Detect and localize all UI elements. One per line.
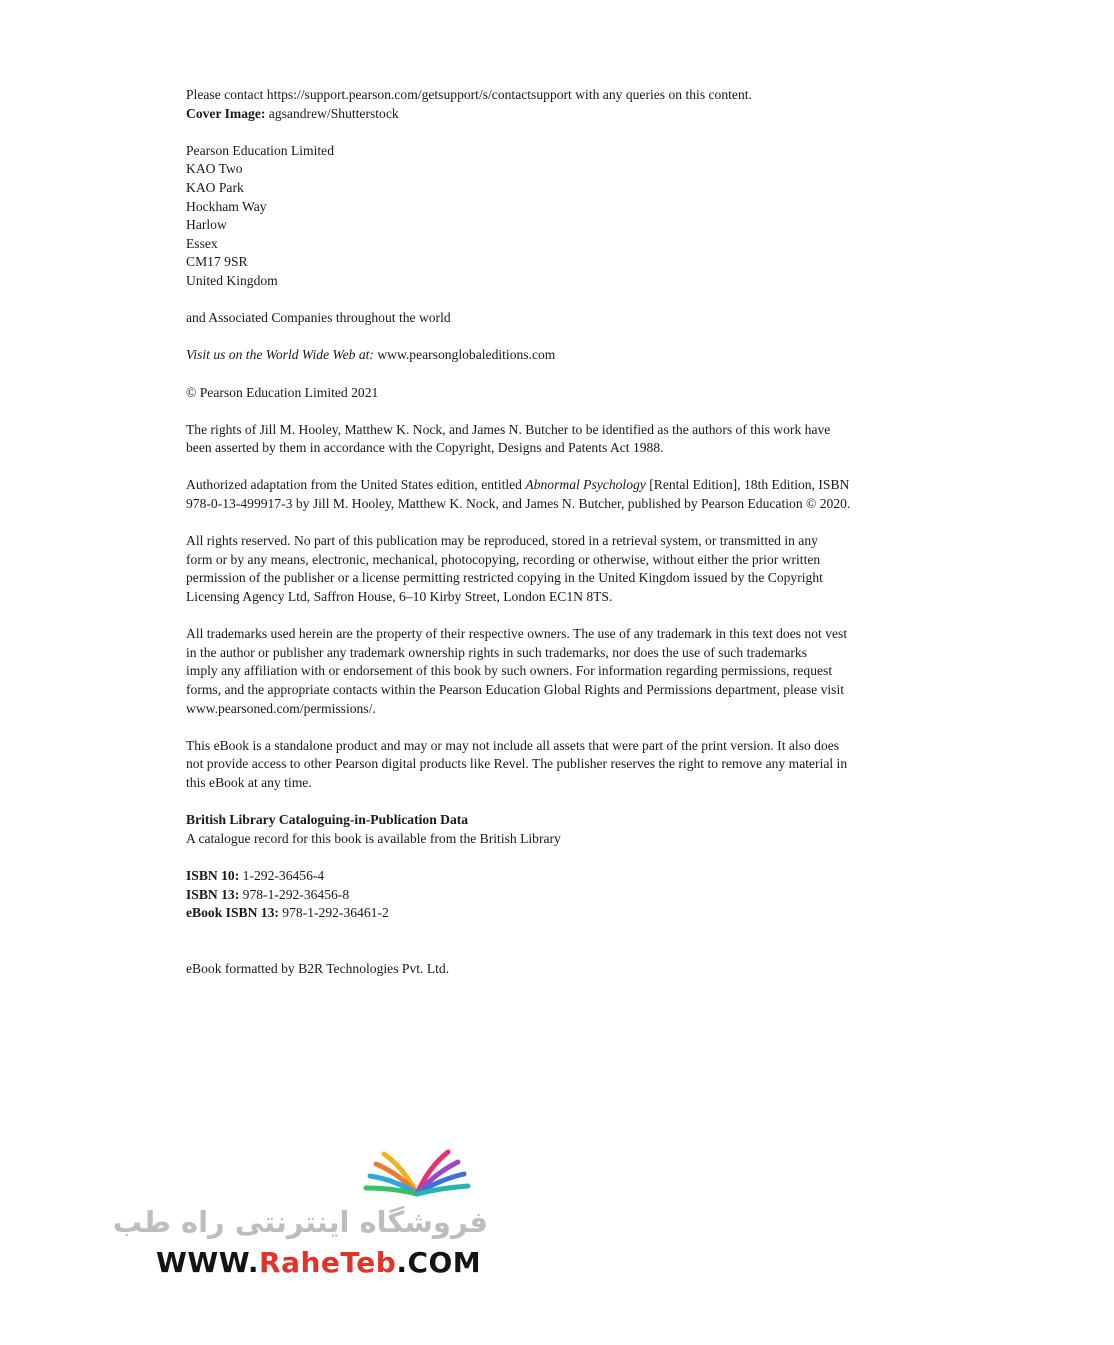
rights-line: been asserted by them in accordance with the Copyright, Designs and Patents Act 1988. bbox=[186, 440, 664, 456]
web-url[interactable]: www.pearsonglobaleditions.com bbox=[373, 347, 556, 363]
paragraph-line: form or by any means, electronic, mechanical, photocopying, recording or otherwise, without either the prior written bbox=[186, 551, 821, 567]
cover-image-value: agsandrew/Shutterstock bbox=[265, 105, 399, 121]
address-line: Harlow bbox=[186, 217, 227, 233]
open-book-rainbow-icon bbox=[362, 1148, 472, 1198]
trademarks-paragraph bbox=[186, 625, 946, 718]
watermark-url bbox=[156, 1246, 481, 1279]
paragraph-line: forms, and the appropriate contacts within the Pearson Education Global Rights and Permissions department, please visit bbox=[186, 682, 845, 697]
copyright-line: © Pearson Education Limited 2021 bbox=[186, 384, 379, 400]
isbn-value: 978-1-292-36456-8 bbox=[239, 886, 350, 902]
ebook-notice-paragraph bbox=[186, 737, 946, 793]
rights-line: The rights of Jill M. Hooley, Matthew K. Nock, and James N. Butcher to be identified as the authors of this work have bbox=[186, 421, 831, 437]
copyright-page bbox=[186, 86, 946, 979]
isbn-value: 1-292-36456-4 bbox=[239, 867, 325, 883]
watermark-persian-text: فروشگاه اینترنتی راه طب bbox=[112, 1205, 488, 1239]
cip-text: A catalogue record for this book is available from the British Library bbox=[186, 830, 561, 846]
publisher-address bbox=[186, 142, 946, 291]
isbn-line bbox=[186, 904, 946, 923]
address-line: United Kingdom bbox=[186, 272, 278, 288]
adaptation-post: [Rental Edition], 18th Edition, ISBN bbox=[645, 477, 850, 493]
isbn-label: ISBN 10: bbox=[186, 867, 240, 883]
adaptation-line bbox=[186, 476, 946, 495]
cip-heading bbox=[186, 811, 946, 830]
isbn-line bbox=[186, 886, 946, 905]
associated-companies: and Associated Companies throughout the world bbox=[186, 310, 451, 326]
watermark-url-prefix: WWW. bbox=[156, 1246, 260, 1279]
paragraph-line: All rights reserved. No part of this publication may be reproduced, stored in a retrieval system, or transmitted in any bbox=[186, 533, 818, 549]
paragraph-line: This eBook is a standalone product and may or may not include all assets that were part of the print version. It also does bbox=[186, 737, 840, 753]
adaptation-line: 978-0-13-499917-3 by Jill M. Hooley, Matthew K. Nock, and James N. Butcher, published by Pearson Education © 2020. bbox=[186, 496, 851, 512]
adaptation-pre: Authorized adaptation from the United States edition, entitled bbox=[186, 477, 526, 493]
paragraph-line: Licensing Agency Ltd, Saffron House, 6–10 Kirby Street, London EC1N 8TS. bbox=[186, 589, 613, 605]
paragraph-line: imply any affiliation with or endorsement of this book by such owners. For information regarding permissions, request bbox=[186, 663, 833, 679]
address-line: Pearson Education Limited bbox=[186, 142, 334, 158]
paragraph-line: in the author or publisher any trademark ownership rights in such trademarks, nor does the use of such trademarks bbox=[186, 644, 807, 660]
isbn-label: eBook ISBN 13: bbox=[186, 905, 279, 921]
paragraph-line: not provide access to other Pearson digital products like Revel. The publisher reserves the right to remove any material in bbox=[186, 756, 848, 772]
web-label: Visit us on the World Wide Web at: bbox=[186, 347, 374, 363]
cover-image-label: Cover Image: bbox=[186, 105, 266, 121]
address-line: KAO Two bbox=[186, 161, 243, 177]
all-rights-paragraph bbox=[186, 532, 946, 606]
isbn-list bbox=[186, 867, 946, 923]
adaptation-title: Abnormal Psychology bbox=[525, 477, 646, 493]
paragraph-line: All trademarks used herein are the property of their respective owners. The use of any trademark in this text does not vest bbox=[186, 626, 848, 642]
paragraph-line: www.pearsoned.com/permissions/. bbox=[186, 700, 376, 716]
address-line: KAO Park bbox=[186, 179, 244, 195]
address-line: Hockham Way bbox=[186, 198, 267, 214]
formatted-by: eBook formatted by B2R Technologies Pvt. Ltd. bbox=[186, 960, 450, 976]
web-line bbox=[186, 346, 946, 365]
paragraph-line: this eBook at any time. bbox=[186, 774, 312, 790]
support-line: Please contact https://support.pearson.com/getsupport/s/contactsupport with any queries on this content. bbox=[186, 87, 752, 102]
isbn-line bbox=[186, 867, 946, 886]
watermark-url-suffix: .COM bbox=[396, 1246, 482, 1279]
cip-heading-text: British Library Cataloguing-in-Publication Data bbox=[186, 812, 469, 828]
isbn-label: ISBN 13: bbox=[186, 886, 240, 902]
cover-image-credit bbox=[186, 105, 946, 124]
address-line: Essex bbox=[186, 235, 218, 251]
watermark bbox=[112, 1148, 490, 1288]
paragraph-line: permission of the publisher or a license permitting restricted copying in the United Kingdom issued by the Copyright bbox=[186, 570, 823, 586]
address-line: CM17 9SR bbox=[186, 254, 248, 270]
watermark-url-brand: RaheTeb bbox=[259, 1246, 397, 1279]
isbn-value: 978-1-292-36461-2 bbox=[278, 905, 389, 921]
